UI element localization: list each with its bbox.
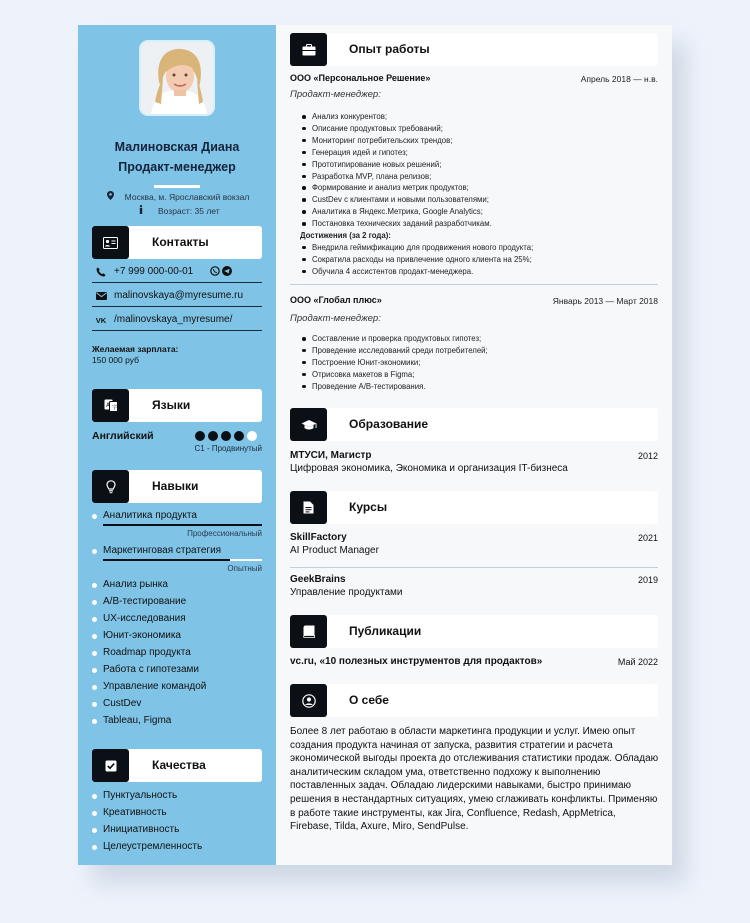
qualities-heading (92, 749, 262, 782)
list-item: Описание продуктовых требований; (300, 123, 533, 135)
email-row[interactable] (92, 285, 262, 307)
vk-link[interactable]: /malinovskaya_myresume/ (114, 314, 233, 325)
skill-rated-item (92, 545, 221, 556)
skill-level-fill (103, 559, 230, 561)
education-heading-label: Образование (349, 417, 429, 431)
vk-icon: VK (95, 315, 107, 325)
quality-item: Инициативность (92, 824, 179, 835)
list-item: Сократила расходы на привлечение одного клиента на 25%; (300, 254, 533, 266)
courses-heading (290, 491, 658, 524)
list-item: Обучила 4 ассистентов продакт-менеджера. (300, 266, 533, 278)
info-icon (138, 205, 150, 216)
level-dot (234, 431, 244, 441)
briefcase-icon (290, 33, 327, 66)
publications-heading (290, 615, 658, 648)
job-duties-list (300, 111, 533, 278)
language-level-dots (195, 431, 257, 441)
quality-item: Целеустремленность (92, 841, 202, 852)
avatar-photo (139, 40, 215, 116)
experience-heading (290, 33, 658, 66)
level-dot (221, 431, 231, 441)
skill-item: Анализ рынка (92, 579, 168, 590)
divider (290, 567, 658, 568)
age-row (78, 205, 276, 216)
level-dot (247, 431, 257, 441)
skill-item: Юнит-экономика (92, 630, 181, 641)
list-item: Внедрила геймификацию для продвижения нового продукта; (300, 242, 533, 254)
list-item: Прототипирование новых решений; (300, 159, 533, 171)
email-address[interactable]: malinovskaya@myresume.ru (114, 290, 244, 301)
candidate-name-block (78, 137, 276, 177)
list-item: Проведение исследований среди потребителей; (300, 345, 488, 357)
list-item: Формирование и анализ метрик продуктов; (300, 182, 533, 194)
list-item: Генерация идей и гипотез; (300, 147, 533, 159)
education-heading (290, 408, 658, 441)
education-year: 2012 (637, 451, 658, 461)
salary-label: Желаемая зарплата: (92, 344, 179, 354)
whatsapp-icon[interactable] (210, 266, 220, 279)
job-company: ООО «Персональное Решение» (290, 73, 431, 83)
resume-sheet (78, 25, 672, 865)
skill-rated-item (92, 510, 197, 521)
document-icon (290, 491, 327, 524)
course-subtitle: AI Product Manager (290, 545, 379, 556)
phone-icon (95, 266, 107, 278)
list-item: CustDev с клиентами и новыми пользователями; (300, 194, 533, 206)
location-row (78, 191, 276, 202)
telegram-icon[interactable] (222, 266, 232, 279)
svg-text:A: A (105, 402, 110, 409)
level-dot (195, 431, 205, 441)
courses-heading-label: Курсы (349, 500, 388, 514)
vk-row[interactable] (92, 309, 262, 331)
checkbox-icon (92, 749, 129, 782)
experience-heading-label: Опыт работы (349, 42, 430, 56)
level-dot (208, 431, 218, 441)
skill-level-fill (103, 524, 262, 526)
education-title: МТУСИ, Магистр (290, 450, 372, 461)
skill-level-label: Профессиональный (187, 529, 262, 538)
skill-item: UX-исследования (92, 613, 186, 624)
svg-text:字: 字 (111, 405, 118, 411)
course-title: GeekBrains (290, 574, 346, 585)
list-item: Анализ конкурентов; (300, 111, 533, 123)
education-subtitle: Цифровая экономика, Экономика и организация IT-бизнеса (290, 463, 568, 474)
qualities-heading-label: Качества (152, 758, 206, 772)
quality-item: Пунктуальность (92, 790, 177, 801)
course-year: 2021 (637, 533, 658, 543)
divider (290, 284, 658, 285)
about-heading-label: О себе (349, 693, 389, 707)
quality-item: Креативность (92, 807, 167, 818)
skill-item: Roadmap продукта (92, 647, 191, 658)
skill-item: Управление командой (92, 681, 206, 692)
list-item: Проведение A/B-тестирования. (300, 381, 488, 393)
job-duties-list (300, 333, 488, 393)
skill-name: Маркетинговая стратегия (103, 545, 222, 556)
job-company: ООО «Глобал плюс» (290, 295, 382, 305)
about-heading (290, 684, 658, 717)
list-item: Мониторинг потребительских трендов; (300, 135, 533, 147)
salary-value: 150 000 руб (92, 355, 139, 365)
skill-level-bar (103, 559, 262, 561)
contact-card-icon (92, 226, 129, 259)
skill-item: Работа с гипотезами (92, 664, 199, 675)
book-icon (290, 615, 327, 648)
skill-level-label: Опытный (227, 564, 262, 573)
candidate-title: Продакт-менеджер (118, 160, 236, 174)
skill-item: A/B-тестирование (92, 596, 186, 607)
course-title: SkillFactory (290, 532, 347, 543)
language-name: Английский (92, 430, 154, 442)
skill-item: Tableau, Figma (92, 715, 171, 726)
candidate-name: Малиновская Диана (114, 140, 240, 154)
phone-row[interactable] (92, 261, 262, 283)
sidebar (78, 25, 276, 865)
email-icon (95, 290, 107, 302)
list-item: Аналитика в Яндекс.Метрика, Google Analytics; (300, 206, 533, 218)
course-subtitle: Управление продуктами (290, 587, 403, 598)
language-level: C1 - Продвинутый (194, 444, 262, 453)
publication-date: Май 2022 (617, 657, 658, 667)
job-role: Продакт-менеджер: (290, 89, 381, 100)
map-pin-icon (105, 191, 117, 202)
languages-icon (92, 389, 129, 422)
list-item: Постановка технических заданий разработчикам. (300, 218, 533, 230)
list-item: Построение Юнит-экономики; (300, 357, 488, 369)
skill-item: CustDev (92, 698, 141, 709)
graduation-cap-icon (290, 408, 327, 441)
skills-heading (92, 470, 262, 503)
about-text: Более 8 лет работаю в области маркетинга продукции и услуг. Имею опыт создания продукта начиная от запуска, развития стратегии и расчета экономической выгоды проекта до отслеживания статистики продаж. Обладаю аналитическим складом ума, ответственно подхожу к выполнению поставленных задач. Обладаю лидерскими навыками, быстро принимаю решения в нестандартных ситуациях, умею сглаживать конфликты. Применяю в работе такие инструменты, как Jira, Confluence, Redash, AppMetrica, Firebase, Tilda, Axure, Miro, SendPulse. (290, 726, 659, 833)
skill-name: Аналитика продукта (103, 510, 197, 521)
location-text: Москва, м. Ярославский вокзал (124, 192, 250, 202)
list-item: Разработка MVP, плана релизов; (300, 171, 533, 183)
contacts-heading-label: Контакты (152, 235, 209, 249)
languages-heading (92, 389, 262, 422)
languages-heading-label: Языки (152, 398, 191, 412)
list-item: Составление и проверка продуктовых гипотез; (300, 333, 488, 345)
contacts-heading (92, 226, 262, 259)
lightbulb-icon (92, 470, 129, 503)
job-dates: Январь 2013 — Март 2018 (552, 296, 658, 306)
job-role: Продакт-менеджер: (290, 313, 381, 324)
age-text: Возраст: 35 лет (158, 206, 220, 216)
phone-number[interactable]: +7 999 000-00-01 (114, 266, 194, 277)
list-item: Отрисовка макетов в Figma; (300, 369, 488, 381)
achievements-label: Достижения (за 2 года): (300, 231, 391, 241)
publications-heading-label: Публикации (349, 624, 422, 638)
main-content (276, 25, 672, 865)
job-dates: Апрель 2018 — н.в. (580, 74, 658, 84)
course-year: 2019 (637, 575, 658, 585)
skills-heading-label: Навыки (152, 479, 199, 493)
skill-level-bar (103, 524, 262, 526)
name-divider (154, 185, 200, 188)
publication-title: vc.ru, «10 полезных инструментов для продактов» (290, 656, 543, 667)
user-circle-icon (290, 684, 327, 717)
